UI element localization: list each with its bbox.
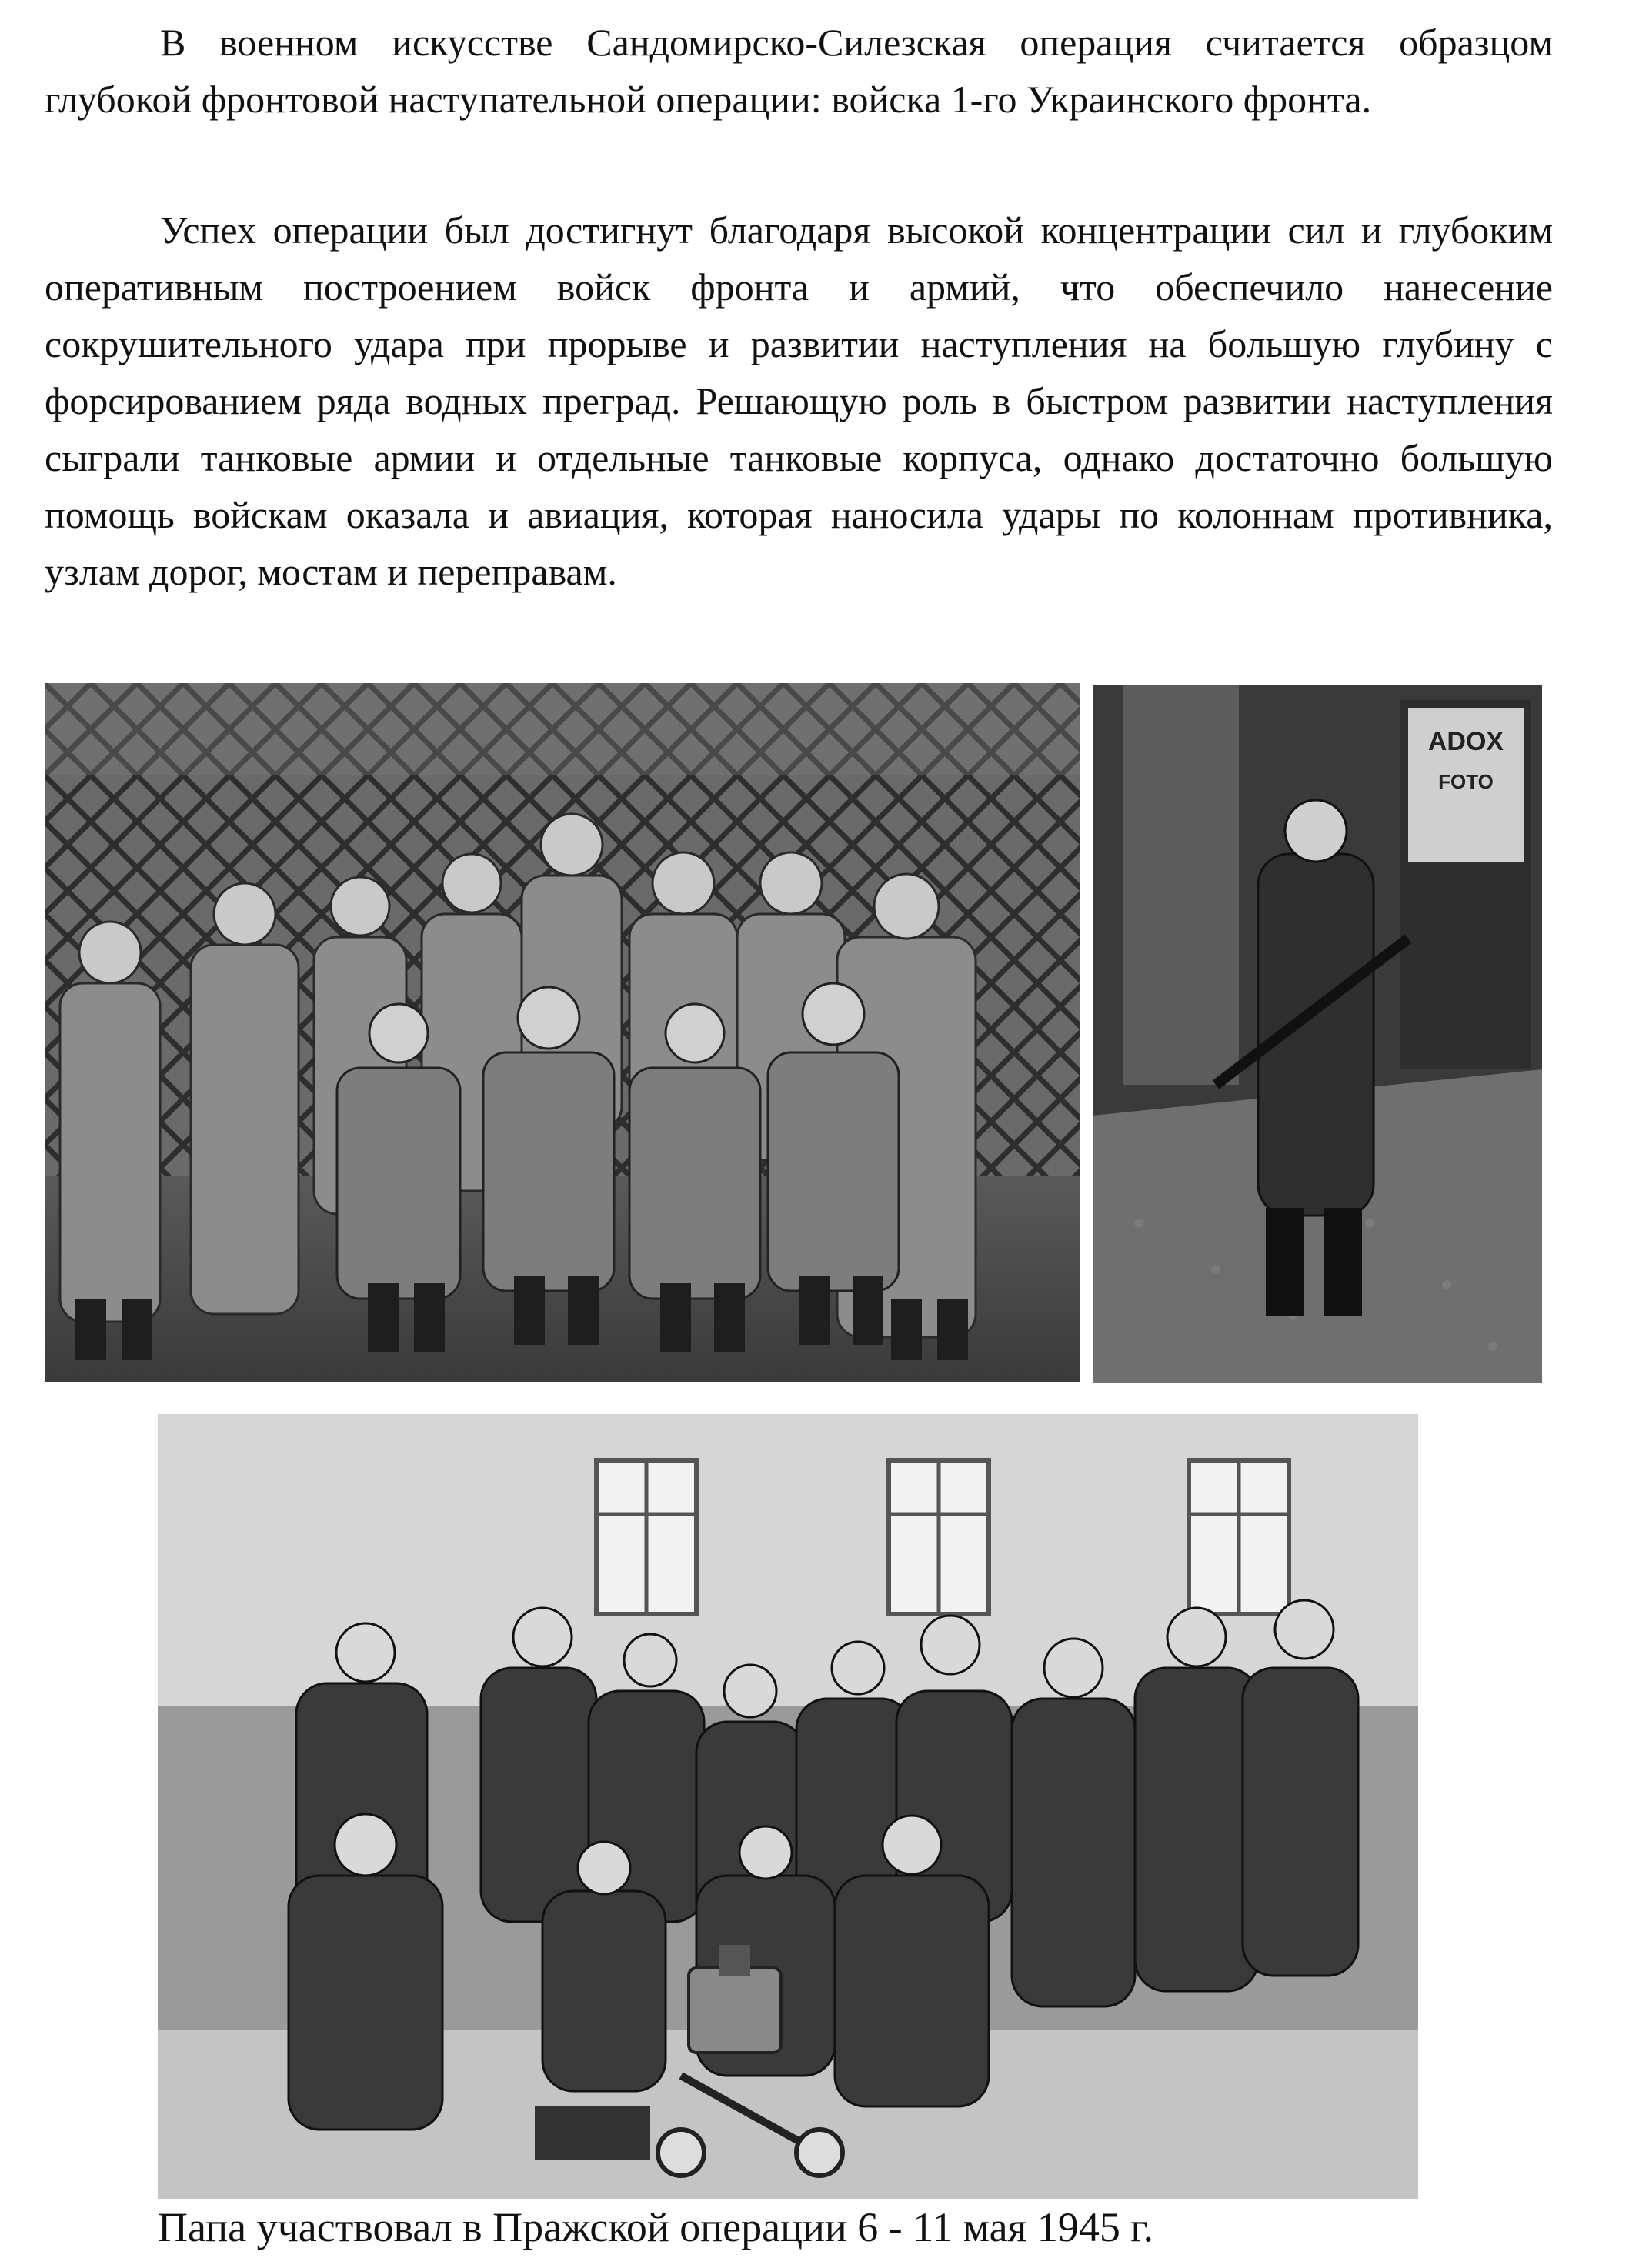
group-photo-soldiers [45,683,1085,1382]
foto-sign-text: FOTO [1438,770,1494,793]
prague-photo-illustration [158,1414,1418,2199]
adox-sign-text: ADOX [1427,727,1504,756]
soldier-photo-illustration [1093,685,1542,1383]
prague-group-photo [158,1414,1418,2199]
soldier-with-rifle-photo [1093,685,1542,1383]
paragraph-2: Успех операции был достигнут благодаря высокой концентрации сил и глубоким оперативным построением войск фронта и армий, что обеспечило нанесение сокрушительного удара при прорыве и развитии наступления на большую глубину с форсированием ряда водных преград. Решающую роль в быстром развитии наступления сыграли танковые армии и отдельные танковые корпуса, однако достаточно большую помощь войскам оказала и авиация, которая наносила удары по колоннам противника, узлам дорог, мостам и переправам. [45,208,1553,593]
group-photo-illustration [45,683,1085,1382]
photo-caption: Папа участвовал в Пражской операции 6 - 11 мая 1945 г. [158,2204,1153,2250]
paragraph-1: В военном искусстве Сандомирско-Силезская операция считается образцом глубокой фронтовой наступательной операции: войска 1-го Украинского фронта. [45,21,1553,121]
